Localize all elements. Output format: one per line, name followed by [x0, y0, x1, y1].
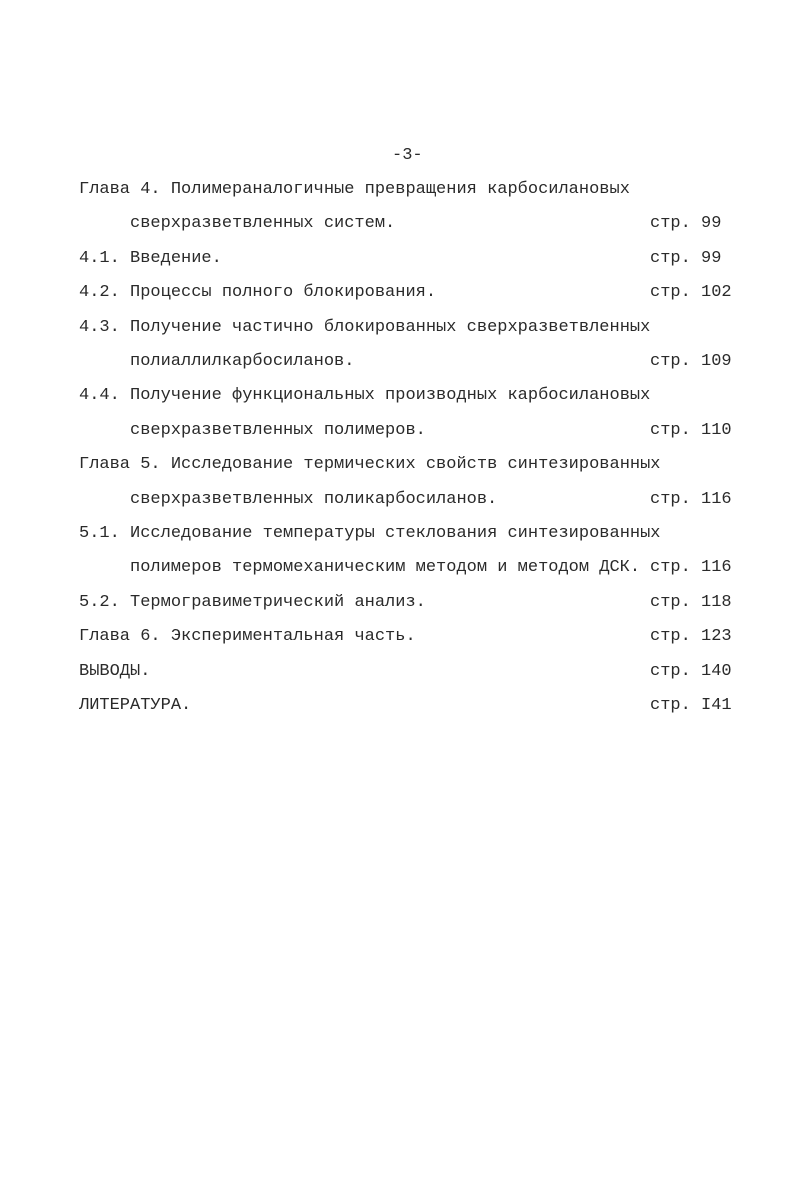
toc-entry-page: стр. I41	[650, 696, 732, 715]
toc-entry-title: полиаллилкарбосиланов.	[130, 352, 355, 371]
toc-entry-title: Глава 4. Полимераналогичные превращения карбосилановых	[79, 180, 630, 199]
toc-entry	[79, 662, 739, 684]
toc-entry-title: 4.1. Введение.	[79, 248, 222, 268]
toc-entry-title: сверхразветвленных поликарбосиланов.	[130, 489, 498, 509]
toc-entry-page: стр. 123	[650, 627, 732, 647]
toc-entry-title: 5.1. Исследование температуры стеклования синтезированных	[79, 524, 661, 543]
toc-entry-page: стр. 140	[650, 661, 732, 681]
toc-entry	[79, 490, 739, 512]
toc-entry	[79, 180, 739, 202]
toc-entry	[79, 352, 739, 374]
toc-entry-title: Глава 5. Исследование термических свойств синтезированных	[79, 455, 661, 475]
toc-entry-page: стр. 118	[650, 592, 732, 612]
toc-entry-title: Глава 6. Экспериментальная часть.	[79, 627, 416, 647]
toc-entry-title: 4.4. Получение функциональных производных карбосилановых	[79, 386, 651, 406]
toc-entry-title: 4.2. Процессы полного блокирования.	[79, 283, 437, 303]
page-number: -3-	[392, 146, 423, 165]
toc-entry-page: стр. 102	[650, 283, 732, 303]
toc-entry-page: стр. 116	[650, 558, 732, 578]
toc-entry-title: 4.3. Получение частично блокированных сверхразветвленных	[79, 317, 651, 337]
toc-entry	[79, 593, 739, 615]
toc-entry-title: 5.2. Термогравиметрический анализ.	[79, 592, 426, 612]
toc-entry-title: сверхразветвленных полимеров.	[130, 420, 426, 440]
toc-entry	[79, 455, 739, 477]
toc-entry	[79, 249, 739, 271]
toc-entry-title: ЛИТЕРАТУРА.	[79, 696, 192, 715]
toc-entry-title: сверхразветвленных систем.	[130, 214, 396, 234]
toc-entry	[79, 318, 739, 340]
toc-entry	[79, 386, 739, 408]
toc-entry	[79, 214, 739, 236]
toc-entry-page: стр. 99	[650, 214, 722, 234]
toc-entry	[79, 283, 739, 305]
toc-entry	[79, 627, 739, 649]
toc-entry	[79, 421, 739, 443]
toc-entry	[79, 524, 739, 546]
toc-entry-page: стр. 109	[650, 352, 732, 371]
toc-entry	[79, 696, 739, 718]
toc-entry-page: стр. 110	[650, 420, 732, 440]
toc-entry	[79, 558, 739, 580]
toc-entry-title: полимеров термомеханическим методом и методом ДСК.	[130, 558, 641, 578]
toc-entry-page: стр. 116	[650, 489, 732, 509]
toc-entry-page: стр. 99	[650, 248, 722, 268]
toc-entry-title: ВЫВОДЫ.	[79, 661, 151, 681]
